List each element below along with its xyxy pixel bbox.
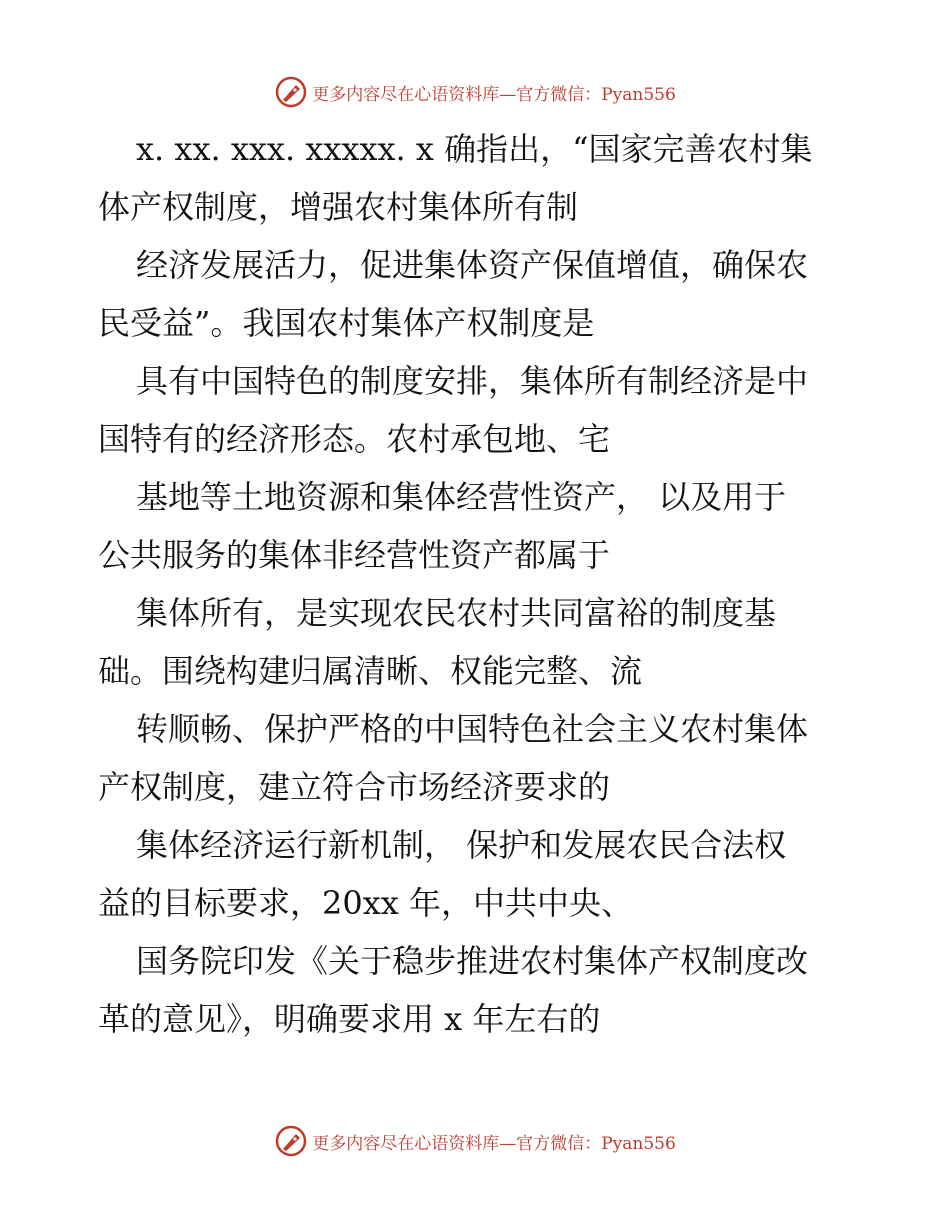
body-line: 经济发展活力，促进集体资产保值增值，确保农	[136, 246, 809, 284]
body-line: 公共服务的集体非经营性资产都属于	[98, 536, 611, 574]
body-line: 产权制度，建立符合市场经济要求的	[98, 768, 611, 806]
body-line: 民受益”。我国农村集体产权制度是	[98, 304, 595, 342]
body-line: 集体所有，是实现农民农村共同富裕的制度基	[136, 594, 777, 632]
pen-nib-logo-icon	[274, 1124, 308, 1158]
body-line: 益的目标要求，20xx 年，中共中央、	[98, 884, 633, 922]
body-line: 集体经济运行新机制， 保护和发展农民合法权	[136, 826, 787, 864]
watermark-text: 更多内容尽在心语资料库—官方微信：Pyan556	[312, 1133, 676, 1154]
body-line: 础。围绕构建归属清晰、权能完整、流	[98, 652, 643, 690]
body-line: 国务院印发《关于稳步推进农村集体产权制度改	[136, 942, 809, 980]
body-line: 体产权制度，增强农村集体所有制	[98, 188, 579, 226]
body-line: 具有中国特色的制度安排，集体所有制经济是中	[136, 362, 809, 400]
header-watermark	[0, 72, 950, 112]
body-text	[98, 120, 858, 1048]
body-line: 转顺畅、保护严格的中国特色社会主义农村集体	[136, 710, 809, 748]
body-line: 国特有的经济形态。农村承包地、宅	[98, 420, 611, 458]
body-line: 基地等土地资源和集体经营性资产， 以及用于	[136, 478, 787, 516]
pen-nib-logo-icon	[274, 75, 308, 109]
footer-watermark	[0, 1121, 950, 1161]
watermark-text: 更多内容尽在心语资料库—官方微信：Pyan556	[312, 84, 676, 105]
body-line: x. xx. xxx. xxxxx. x 确指出，“国家完善农村集	[136, 130, 813, 168]
body-line: 革的意见》，明确要求用 x 年左右的	[98, 1000, 601, 1038]
